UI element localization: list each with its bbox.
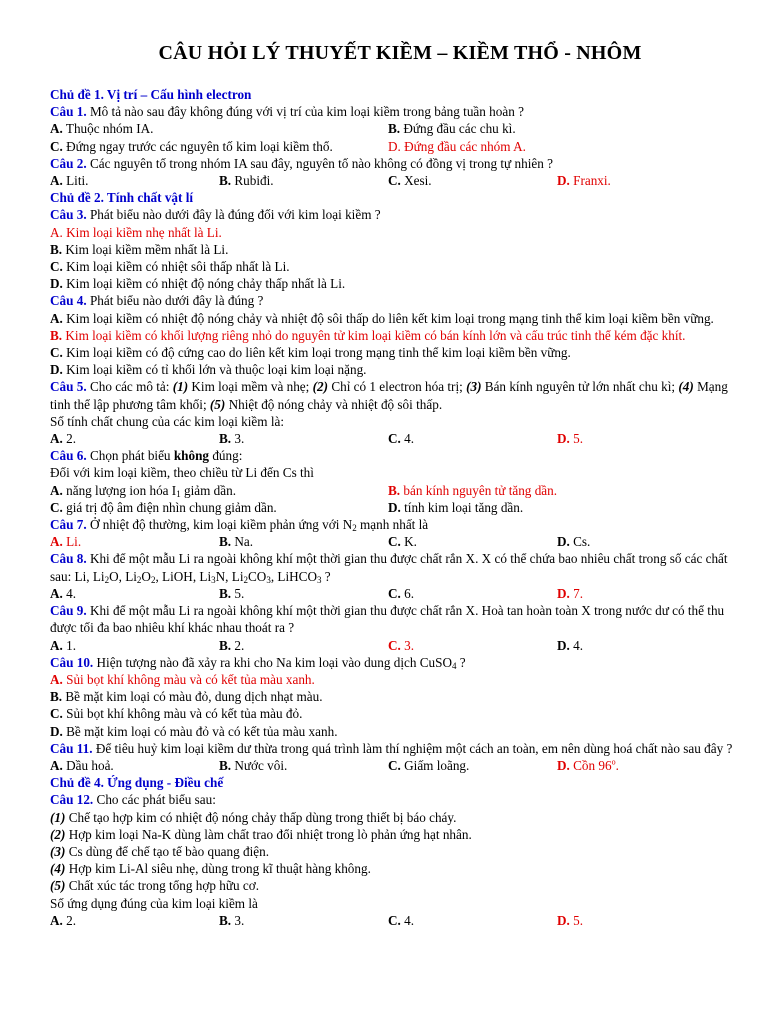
question-stem: Cho các phát biểu sau:: [93, 792, 216, 808]
option-b: B. Rubiđi.: [219, 173, 274, 189]
option-c: C. Kim loại kiềm có nhiệt sôi thấp nhất là Li.: [50, 259, 290, 275]
option-a: A. 1.: [50, 637, 77, 653]
question-3: [50, 206, 750, 292]
option-d-correct: D. Franxi.: [557, 173, 611, 189]
option-b: B. 2.: [219, 637, 245, 653]
option-a: A. Kim loại kiềm có nhiệt độ nóng chảy và nhiệt độ sôi thấp do liên kết kim loại trong mạng tinh thể kim loại kiềm bền vững.: [50, 310, 714, 326]
option-c: C. 4.: [388, 912, 415, 928]
question-stem: Mô tả nào sau đây không đúng với vị trí của kim loại kiềm trong bảng tuần hoàn ?: [86, 104, 524, 120]
option-b-correct: B. bán kính nguyên tử tăng dần.: [388, 482, 558, 498]
question-number: Câu 8.: [50, 551, 87, 567]
option-c-correct: C. 3.: [388, 637, 415, 653]
question-number: Câu 1.: [50, 104, 87, 120]
question-number: Câu 12.: [50, 792, 94, 808]
option-c: C. Xesi.: [388, 173, 432, 189]
option-d: D. Cs.: [557, 534, 591, 550]
option-b-correct: B. Kim loại kiềm có khối lượng riêng nhỏ do nguyên tử kim loại kiềm có bán kính lớn và cấu trúc tinh thể kém đặc khít.: [50, 327, 686, 343]
question-stem: Đối với kim loại kiềm, theo chiều từ Li đến Cs thì: [50, 465, 314, 481]
question-stem: Số ứng dụng đúng của kim loại kiềm là: [50, 895, 258, 911]
option-b: B. 5.: [219, 585, 245, 601]
question-4: [50, 292, 750, 378]
question-number: Câu 11.: [50, 740, 93, 756]
option-c: C. Kim loại kiềm có độ cứng cao do liên kết kim loại trong mạng tinh thể kim loại kiềm bền vững.: [50, 345, 571, 361]
question-12: [50, 791, 750, 929]
option-c: C. Đứng ngay trước các nguyên tố kim loại kiềm thổ.: [50, 138, 333, 154]
option-b: B. 3.: [219, 431, 245, 447]
page-title: CÂU HỎI LÝ THUYẾT KIỀM – KIỀM THỔ - NHÔM: [158, 42, 642, 64]
option-b: B. Nước vôi.: [219, 757, 288, 773]
option-a: A. 2.: [50, 431, 77, 447]
option-c: C. 6.: [388, 585, 415, 601]
question-5: Câu 5. Cho các mô tả: (1) Kim loại mềm và nhẹ; (2) Chỉ có 1 electron hóa trị; (3) Bán kính nguyên tử lớn nhất chu kì; (4) Mạng tinh thể lập phương tâm khối; (5) Nhiệt độ nóng chảy và nhiệt độ sôi thấp. Số tính chất chung của các kim loại kiềm là: A. 2. B. 3. C. 4. D. 5.: [50, 378, 750, 447]
question-6: Câu 6. Chọn phát biểu không đúng: Đối với kim loại kiềm, theo chiều từ Li đến Cs thì A. năng lượng ion hóa $I_1$ giảm dần. B. bán kính nguyên tử tăng dần. C. giá trị độ âm điện nhìn chung giảm dần. D. tính kim loại tăng dần.: [50, 447, 750, 516]
option-c: C. Sủi bọt khí không màu và có kết tủa màu đỏ.: [50, 706, 303, 722]
question-1: [50, 103, 750, 155]
question-2: [50, 155, 750, 189]
question-9: [50, 602, 750, 654]
option-a: A. 4.: [50, 585, 77, 601]
option-d: D. 4.: [557, 637, 584, 653]
option-a: A. Dầu hoả.: [50, 757, 114, 773]
option-d-correct: D. Đứng đầu các nhóm A.: [388, 138, 526, 154]
question-number: Câu 10.: [50, 654, 94, 670]
option-b: B. Bề mặt kim loại có màu đỏ, dung dịch nhạt màu.: [50, 689, 323, 705]
question-number: Câu 3.: [50, 207, 87, 223]
question-stem: Số tính chất chung của các kim loại kiềm là:: [50, 413, 285, 429]
option-b: B. Đứng đầu các chu kì.: [388, 121, 516, 137]
option-d-correct: D. 5.: [557, 431, 584, 447]
question-number: Câu 2.: [50, 155, 87, 171]
question-stem: Khi để một mẫu Li ra ngoài không khí một thời gian thu được chất rắn X. Hoà tan hoàn toàn X trong nước dư có thể thu được tối đa bao nhiêu khí khác nhau thoát ra ?: [50, 603, 725, 636]
topic-heading-2: Chủ đề 2. Tính chất vật lí: [50, 190, 194, 206]
option-b: B. Kim loại kiềm mềm nhất là Li.: [50, 241, 229, 257]
question-stem: Để tiêu huỷ kim loại kiềm dư thừa trong quá trình làm thí nghiệm một cách an toàn, em nên dùng hoá chất nào sau đây ?: [92, 740, 733, 756]
option-d: D. Kim loại kiềm có nhiệt độ nóng chảy thấp nhất là Li.: [50, 276, 346, 292]
question-11: [50, 740, 750, 774]
question-stem: Các nguyên tố trong nhóm IA sau đây, nguyên tố nào không có đồng vị trong tự nhiên ?: [86, 155, 553, 171]
option-d-correct: D. Cồn 96$^o$.: [557, 757, 619, 773]
statement-5: (5) Chất xúc tác trong tổng hợp hữu cơ.: [50, 878, 259, 894]
option-d-correct: D. 5.: [557, 912, 584, 928]
statement-2: (2) Hợp kim loại Na-K dùng làm chất trao đổi nhiệt trong lò phản ứng hạt nhân.: [50, 826, 472, 842]
topic-heading-4: Chủ đề 4. Ứng dụng - Điều chế: [50, 775, 224, 791]
option-c: C. K.: [388, 534, 417, 550]
option-c: C. 4.: [388, 431, 415, 447]
option-c: C. Giấm loãng.: [388, 757, 470, 773]
statement-4: (4) Hợp kim Li-Al siêu nhẹ, dùng trong kĩ thuật hàng không.: [50, 861, 371, 877]
option-b: B. Na.: [219, 534, 254, 550]
option-d: D. tính kim loại tăng dần.: [388, 499, 524, 515]
option-a: A. Thuộc nhóm IA.: [50, 121, 154, 137]
question-number: Câu 5.: [50, 379, 87, 395]
option-b: B. 3.: [219, 912, 245, 928]
option-d: D. Bề mặt kim loại có màu đỏ và có kết tủa màu xanh.: [50, 723, 338, 739]
question-number: Câu 6.: [50, 448, 87, 464]
option-a-correct: A. Li.: [50, 534, 82, 550]
question-stem: Phát biểu nào dưới đây là đúng ?: [86, 293, 264, 309]
option-d: D. Kim loại kiềm có tỉ khối lớn và thuộc loại kim loại nặng.: [50, 362, 367, 378]
question-8: Câu 8. Khi để một mẫu Li ra ngoài không khí một thời gian thu được chất rắn X. X có thể chứa bao nhiêu chất trong số các chất sau: Li, $Li_2O$, $Li_2O_2$, LiOH, $Li_3N$, $Li_2CO_3$, LiHCO$_3$ ? A. 4. B. 5. C. 6. D. 7.: [50, 551, 728, 601]
option-a: A. năng lượng ion hóa $I_1$ giảm dần.: [50, 482, 237, 499]
option-a-correct: A. Kim loại kiềm nhẹ nhất là Li.: [50, 224, 222, 240]
option-a: A. Liti.: [50, 173, 89, 189]
topic-heading-1: Chủ đề 1. Vị trí – Cấu hình electron: [50, 87, 252, 102]
statement-1: (1) Chế tạo hợp kim có nhiệt độ nóng chảy thấp dùng trong thiết bị báo cháy.: [50, 809, 457, 825]
option-d-correct: D. 7.: [557, 585, 584, 601]
option-a: A. 2.: [50, 912, 77, 928]
question-number: Câu 9.: [50, 603, 87, 619]
question-number: Câu 4.: [50, 293, 87, 309]
question-number: Câu 7.: [50, 517, 87, 533]
option-a-correct: A. Sủi bọt khí không màu và có kết tủa màu xanh.: [50, 671, 315, 687]
question-10: Câu 10. Hiện tượng nào đã xảy ra khi cho Na kim loại vào dung dịch CuSO$_4$ ? A. Sủi bọt khí không màu và có kết tủa màu xanh. B. Bề mặt kim loại có màu đỏ, dung dịch nhạt màu. C. Sủi bọt khí không màu và có kết tủa màu đỏ. D. Bề mặt kim loại có màu đỏ và có kết tủa màu xanh.: [50, 654, 750, 740]
question-7: Câu 7. Ở nhiệt độ thường, kim loại kiềm phản ứng với $N_2$ mạnh nhất là A. Li. B. Na. C. K. D. Cs.: [50, 516, 750, 550]
option-c: C. giá trị độ âm điện nhìn chung giảm dần.: [50, 499, 277, 515]
statement-3: (3) Cs dùng để chế tạo tế bào quang điện.: [50, 843, 270, 859]
question-stem: Phát biểu nào dưới đây là đúng đối với kim loại kiềm ?: [86, 207, 381, 223]
